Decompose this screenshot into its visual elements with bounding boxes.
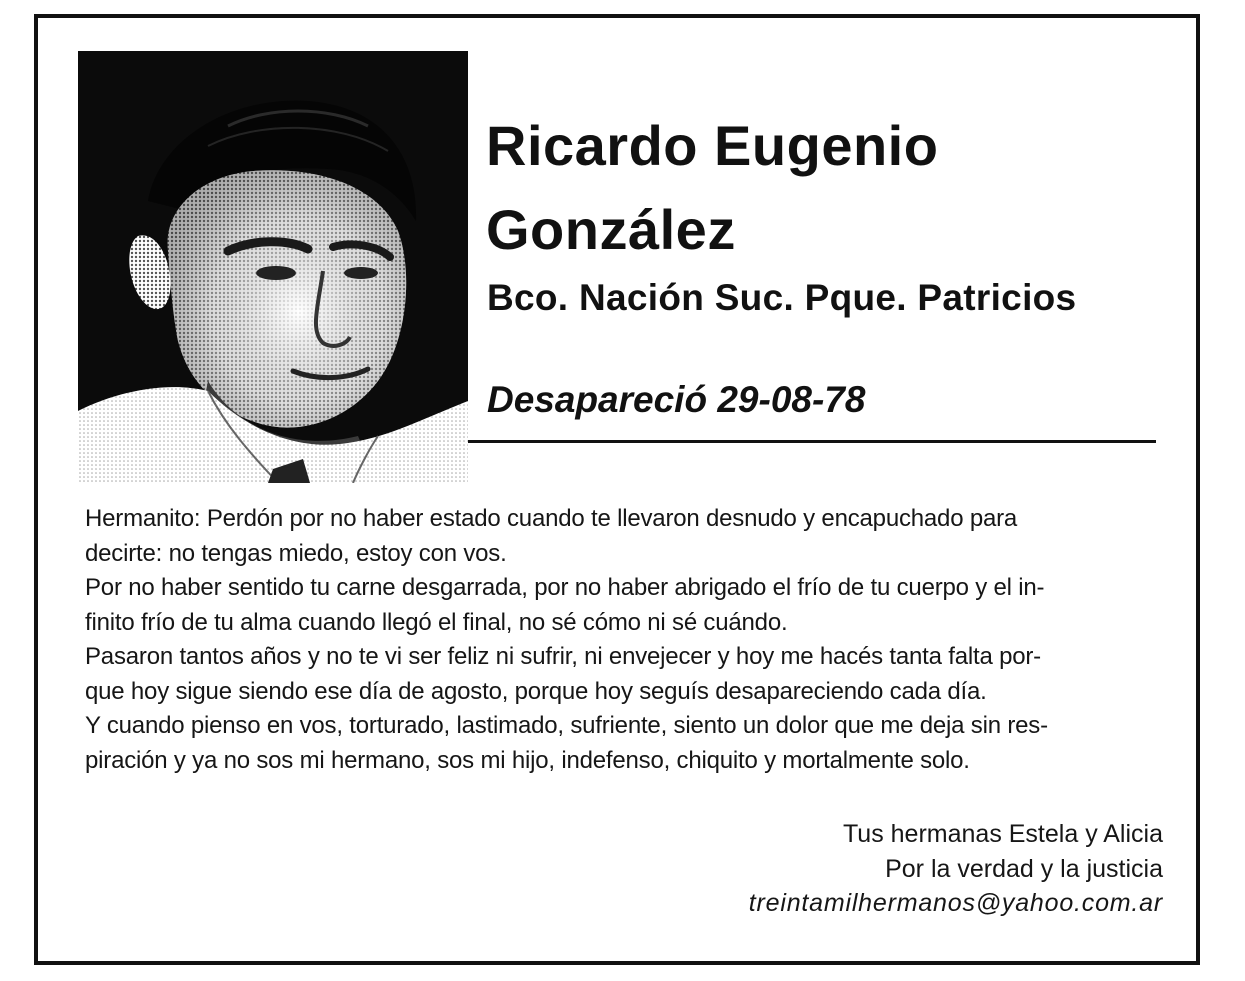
- letter-line: que hoy sigue siendo ese día de agosto, porque hoy seguís desapareciendo cada día.: [85, 677, 987, 705]
- letter-line: finito frío de tu alma cuando llegó el final, no sé cómo ni sé cuándo.: [85, 608, 788, 636]
- signoff: [749, 817, 1163, 921]
- portrait-photo-icon: [78, 51, 468, 483]
- letter-body: [85, 502, 1165, 778]
- portrait-photo: [78, 51, 468, 483]
- divider-rule: [468, 440, 1156, 443]
- letter-line: Y cuando pienso en vos, torturado, lastimado, sufriente, siento un dolor que me deja sin res-: [85, 712, 1048, 739]
- letter-line: piración y ya no sos mi hermano, sos mi hijo, indefenso, chiquito y mortalmente solo.: [85, 746, 970, 774]
- disappearance-date: Desapareció 29-08-78: [487, 379, 866, 420]
- letter-line: Por no haber sentido tu carne desgarrada, por no haber abrigado el frío de tu cuerpo y el in-: [85, 574, 1045, 601]
- letter-line: Hermanito: Perdón por no haber estado cuando te llevaron desnudo y encapuchado para: [85, 505, 1018, 532]
- person-name-first: Ricardo Eugenio: [486, 114, 939, 177]
- signoff-motto: Por la verdad y la justicia: [885, 854, 1163, 883]
- workplace: Bco. Nación Suc. Pque. Patricios: [487, 277, 1077, 318]
- signoff-signers: Tus hermanas Estela y Alicia: [842, 820, 1163, 848]
- contact-email: treintamilhermanos@yahoo.com.ar: [748, 889, 1163, 917]
- letter-line: decirte: no tengas miedo, estoy con vos.: [85, 539, 507, 567]
- person-name-last: González: [486, 198, 736, 261]
- letter-line: Pasaron tantos años y no te vi ser feliz ni sufrir, ni envejecer y hoy me hacés tanta falta por-: [85, 643, 1041, 670]
